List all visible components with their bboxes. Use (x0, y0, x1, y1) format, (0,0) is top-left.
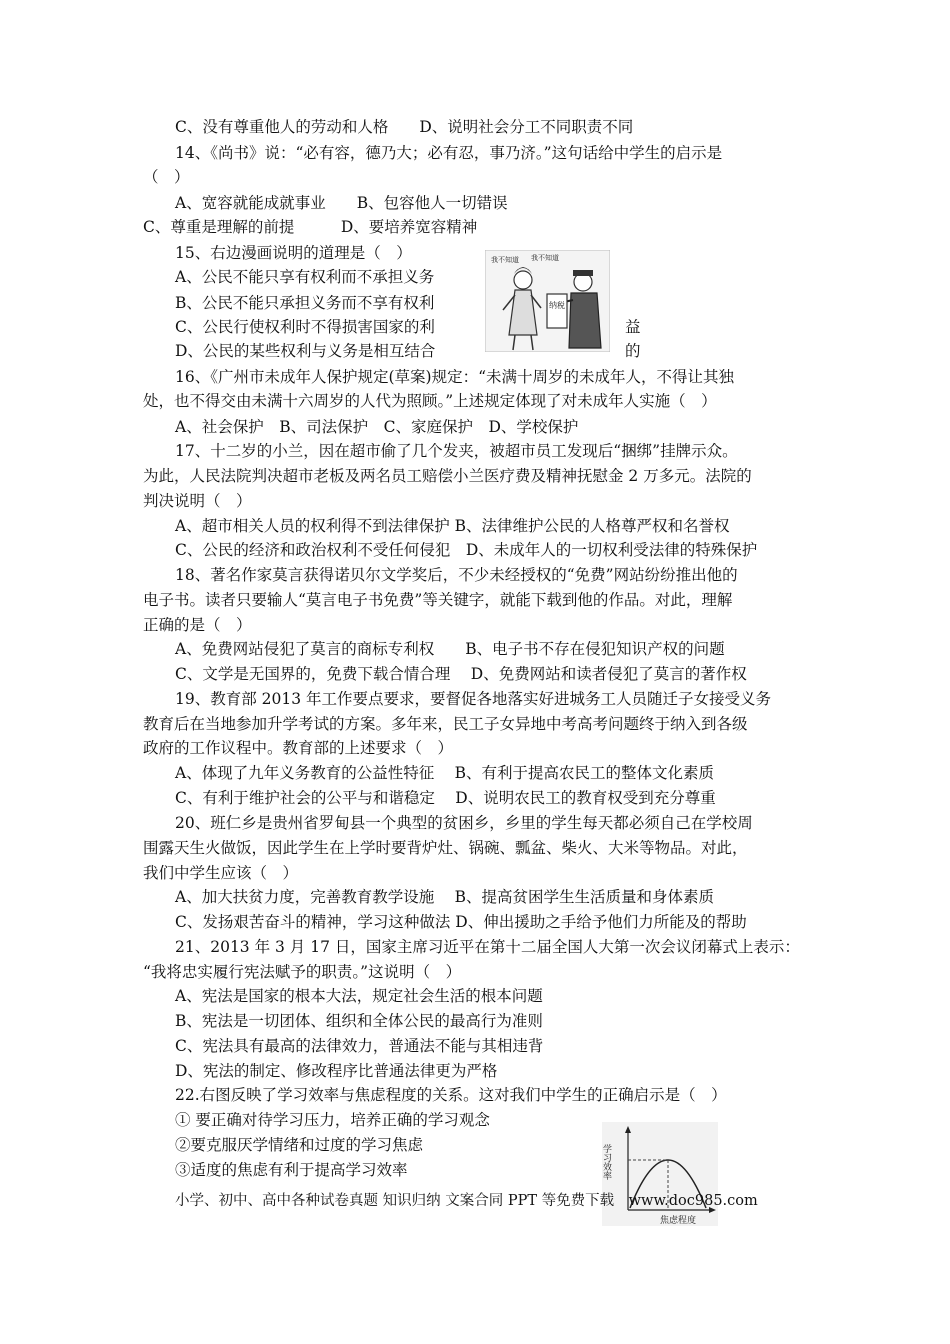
q15-cartoon (485, 250, 610, 352)
cartoon-sign-text: 纳税 (549, 301, 565, 310)
q14-option-ab: A、宽容就能成就事业 B、包容他人一切错误 (175, 194, 508, 212)
q19-option-ab: A、体现了九年义务教育的公益性特征 B、有利于提高农民工的整体文化素质 (175, 764, 715, 782)
q15-stem: 15、右边漫画说明的道理是（ ） (175, 244, 412, 262)
q17-option-ab: A、超市相关人员的权利得不到法律保护 B、法律维护公民的人格尊严权和名誉权 (175, 517, 730, 535)
q19-stem-cont: 教育后在当地参加升学考试的方案。多年来，民工子女异地中考高考问题终于纳入到各级 (143, 715, 748, 733)
q15-option-d-end: 的 (625, 342, 641, 360)
q20-stem-cont: 围露天生火做饭，因此学生在上学时要背炉灶、锅碗、瓢盆、柴火、大米等物品。对此， (143, 839, 748, 857)
q17-stem-cont2: 判决说明（ ） (143, 492, 252, 510)
q22-item-2: ②要克服厌学情绪和过度的学习焦虑 (175, 1136, 424, 1154)
q15-option-b: B、公民不能只承担义务而不享有权利 (175, 294, 435, 312)
q19-stem: 19、教育部 2013 年工作要点要求，要督促各地落实好进城务工人员随迁子女接受义务 (175, 690, 772, 708)
q18-option-ab: A、免费网站侵犯了莫言的商标专利权 B、电子书不存在侵犯知识产权的问题 (175, 640, 725, 658)
q18-stem-cont2: 正确的是（ ） (143, 616, 252, 634)
q21-stem: 21、2013 年 3 月 17 日，国家主席习近平在第十二届全国人大第一次会议闭幕式上表示： (175, 938, 800, 956)
q13-option-cd: C、没有尊重他人的劳动和人格 D、说明社会分工不同职责不同 (175, 118, 634, 136)
q18-stem-cont: 电子书。读者只要输人“莫言电子书免费”等关键字，就能下载到他的作品。对此，理解 (143, 591, 733, 609)
q15-option-d: D、公民的某些权利与义务是相互结合 (175, 342, 436, 360)
q21-option-b: B、宪法是一切团体、组织和全体公民的最高行为准则 (175, 1012, 543, 1030)
cartoon-bubble-left: 我不知道 (491, 256, 519, 264)
q21-option-d: D、宪法的制定、修改程序比普通法律更为严格 (175, 1062, 498, 1080)
q15-option-c: C、公民行使权利时不得损害国家的利 (175, 318, 435, 336)
q14-option-cd: C、尊重是理解的前提 D、要培养宽容精神 (143, 218, 478, 236)
q17-stem: 17、十二岁的小兰，因在超市偷了几个发夹，被超市员工发现后“捆绑”挂牌示众。 (175, 442, 738, 460)
q21-option-c: C、宪法具有最高的法律效力，普通法不能与其相违背 (175, 1037, 544, 1055)
q22-item-3: ③适度的焦虑有利于提高学习效率 (175, 1161, 408, 1179)
q21-stem-cont: “我将忠实履行宪法赋予的职责。”这说明（ ） (143, 963, 462, 981)
graph-ylabel: 学习效率 (602, 1144, 611, 1180)
cartoon-bubble-right: 我不知道 (531, 254, 559, 262)
q16-stem-cont: 处，也不得交由未满十六周岁的人代为照顾。”上述规定体现了对未成年人实施（ ） (143, 392, 717, 410)
graph-xlabel: 焦虑程度 (660, 1216, 697, 1226)
q20-option-ab: A、加大扶贫力度，完善教育教学设施 B、提高贫困学生生活质量和身体素质 (175, 888, 715, 906)
q16-options: A、社会保护 B、司法保护 C、家庭保护 D、学校保护 (175, 418, 579, 436)
q22-item-1: ① 要正确对待学习压力，培养正确的学习观念 (175, 1111, 490, 1129)
q15-option-a: A、公民不能只享有权利而不承担义务 (175, 268, 435, 286)
q16-stem: 16、《广州市未成年人保护规定(草案)规定：“未满十周岁的未成年人，不得让其独 (175, 368, 734, 386)
q17-stem-cont: 为此，人民法院判决超市老板及两名员工赔偿小兰医疗费及精神抚慰金 2 万多元。法院的 (143, 467, 752, 485)
q19-option-cd: C、有利于维护社会的公平与和谐稳定 D、说明农民工的教育权受到充分尊重 (175, 789, 716, 807)
q17-option-cd: C、公民的经济和政治权利不受任何侵犯 D、未成年人的一切权利受法律的特殊保护 (175, 541, 758, 559)
q14-stem-cont: （ ） (143, 168, 190, 186)
q20-option-cd: C、发扬艰苦奋斗的精神，学习这种做法 D、伸出援助之手给予他们力所能及的帮助 (175, 913, 747, 931)
q21-option-a: A、宪法是国家的根本大法，规定社会生活的根本问题 (175, 987, 543, 1005)
q19-stem-cont2: 政府的工作议程中。教育部的上述要求（ ） (143, 739, 454, 757)
footer-ad: 小学、初中、高中各种试卷真题 知识归纳 文案合同 PPT 等免费下载 www.doc985.com (175, 1193, 758, 1209)
q22-stem: 22.右图反映了学习效率与焦虑程度的关系。这对我们中学生的正确启示是（ ） (175, 1086, 727, 1104)
q20-stem: 20、班仁乡是贵州省罗甸县一个典型的贫困乡，乡里的学生每天都必须自己在学校周 (175, 814, 753, 832)
q15-option-c-end: 益 (625, 318, 641, 336)
q14-stem: 14、《尚书》说：“必有容，德乃大；必有忍，事乃济。”这句话给中学生的启示是 (175, 144, 723, 162)
q20-stem-cont2: 我们中学生应该（ ） (143, 864, 299, 882)
q18-option-cd: C、文学是无国界的，免费下载合情合理 D、免费网站和读者侵犯了莫言的著作权 (175, 665, 747, 683)
q18-stem: 18、著名作家莫言获得诺贝尔文学奖后，不少未经授权的“免费”网站纷纷推出他的 (175, 566, 738, 584)
